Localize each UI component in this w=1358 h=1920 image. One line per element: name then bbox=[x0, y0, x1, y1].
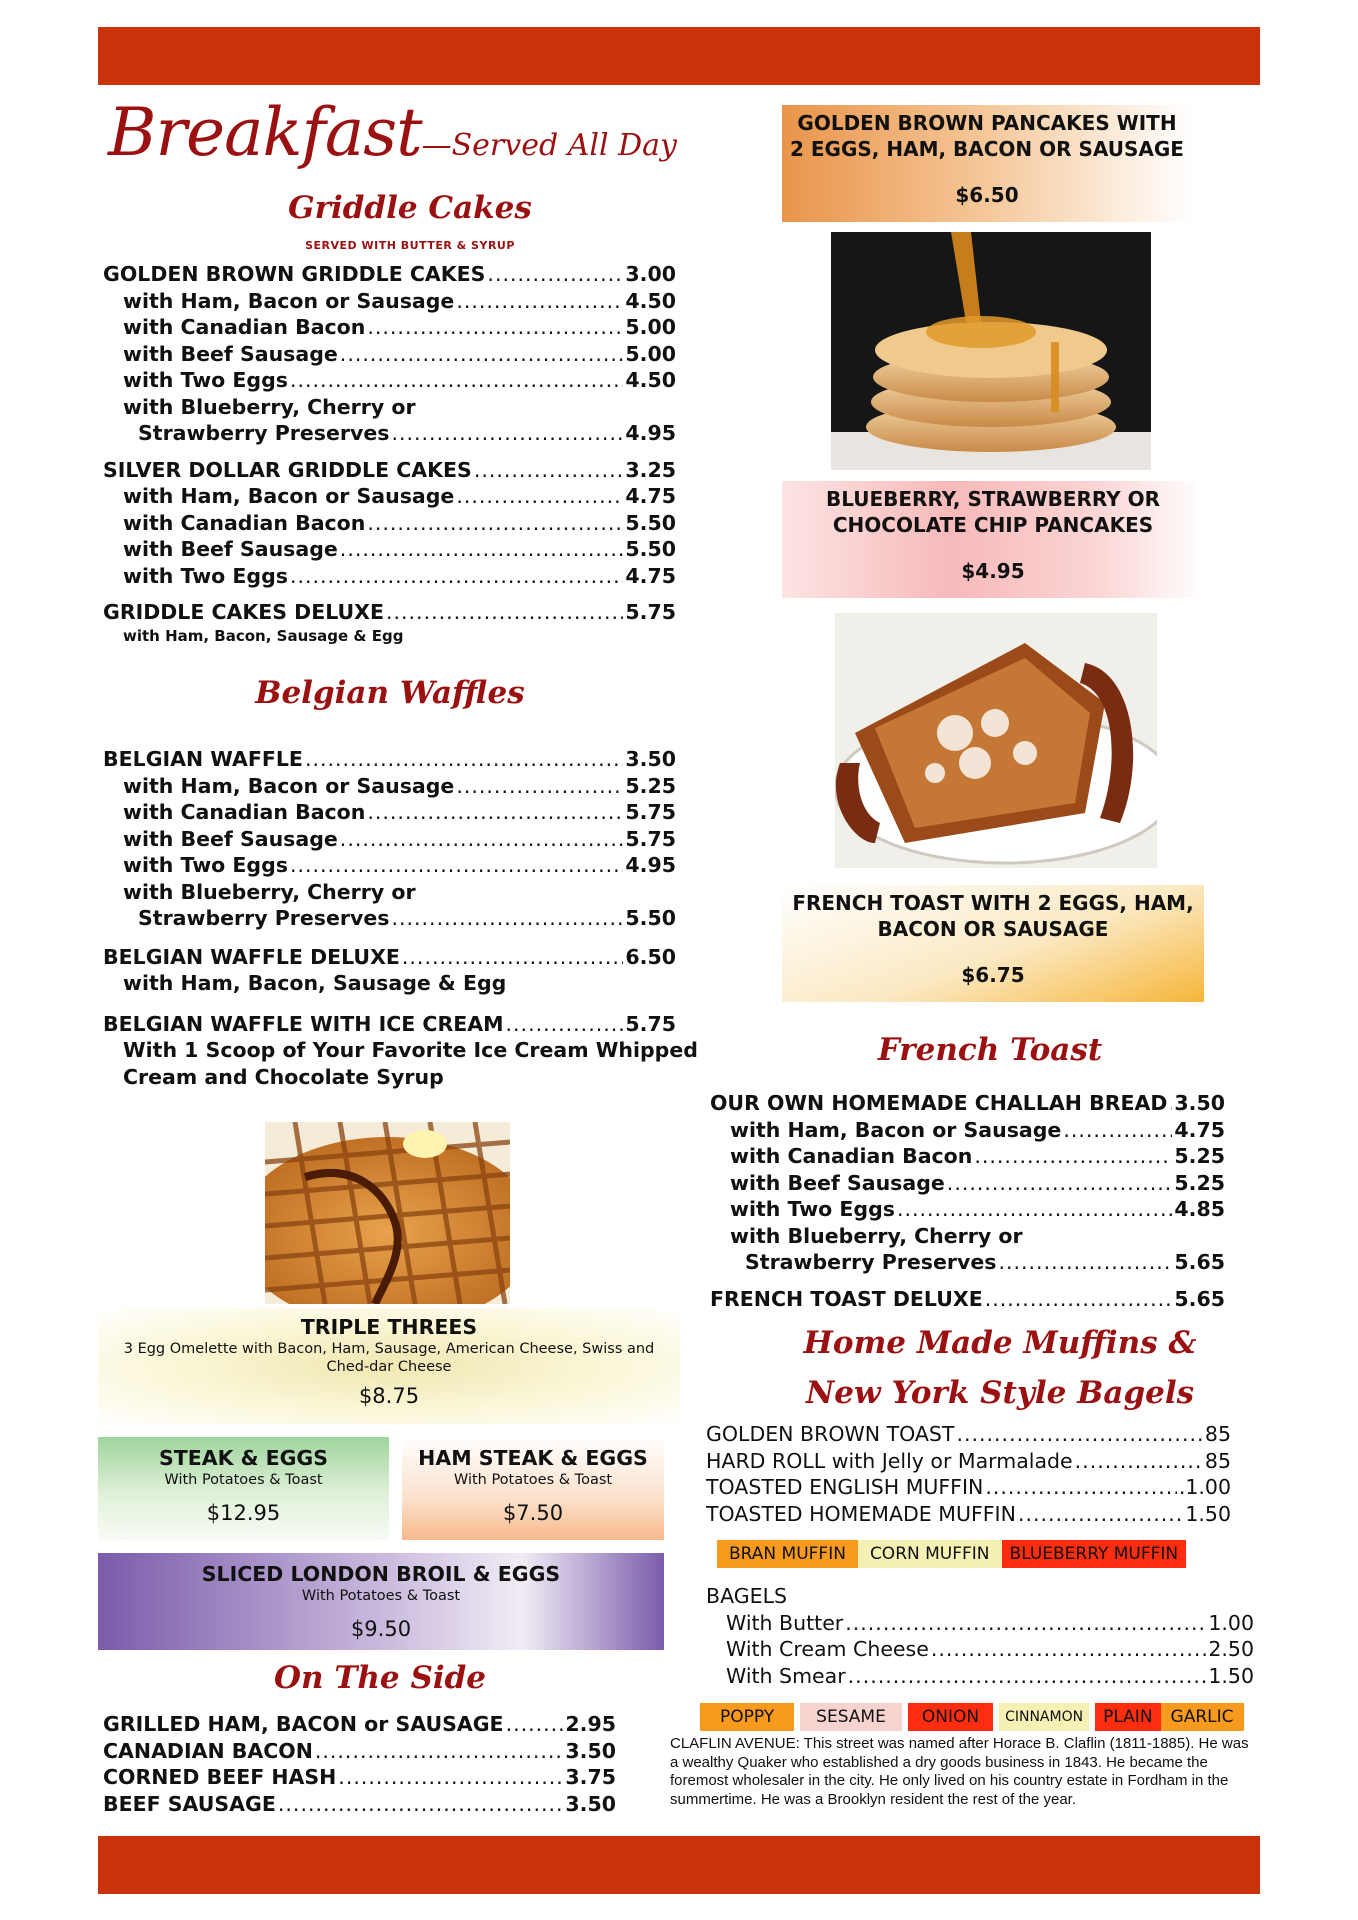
menu-item: With 1 Scoop of Your Favorite Ice Cream Whipped bbox=[123, 1038, 698, 1062]
tag-poppy: POPPY bbox=[700, 1703, 794, 1731]
menu-item: with Beef Sausage ..... 5.25 bbox=[710, 1170, 1225, 1197]
menu-item: with Beef Sausage ..... 5.75 bbox=[103, 826, 676, 853]
menu-item: BELGIAN WAFFLE WITH ICE CREAM ..... 5.75 bbox=[103, 1011, 676, 1038]
menu-item: With Cream Cheese ..... 2.50 bbox=[706, 1636, 1254, 1663]
menu-item: With Butter ..... 1.00 bbox=[706, 1610, 1254, 1637]
menu-item: Strawberry Preserves ..... 4.95 bbox=[103, 420, 676, 447]
menu-item: CORNED BEEF HASH ..... 3.75 bbox=[103, 1764, 616, 1791]
menu-item: TOASTED ENGLISH MUFFIN ..... .1.00 bbox=[706, 1474, 1231, 1501]
menu-item: with Ham, Bacon or Sausage ..... 5.25 bbox=[103, 773, 676, 800]
menu-item: HARD ROLL with Jelly or Marmalade ..... 85 bbox=[706, 1448, 1231, 1475]
menu-item: with Ham, Bacon or Sausage ..... 4.75 bbox=[710, 1117, 1225, 1144]
menu-item: with Two Eggs ..... 4.50 bbox=[103, 367, 676, 394]
french-toast-photo bbox=[835, 613, 1157, 868]
tag-bran-muffin: BRAN MUFFIN bbox=[717, 1540, 858, 1568]
menu-item: OUR OWN HOMEMADE CHALLAH BREAD ..... 3.50 bbox=[710, 1090, 1225, 1117]
tag-sesame: SESAME bbox=[800, 1703, 902, 1731]
menu-item: Strawberry Preserves ..... 5.65 bbox=[710, 1249, 1225, 1276]
page-title bbox=[108, 94, 677, 171]
french-toast-promo-price: $6.75 bbox=[961, 963, 1025, 987]
muffins-list bbox=[706, 1421, 1231, 1527]
pancakes-promo-box bbox=[782, 105, 1192, 222]
title-subtitle: —Served All Day bbox=[421, 128, 677, 163]
ham-steak-eggs-box bbox=[402, 1437, 664, 1540]
london-broil-price: $9.50 bbox=[350, 1617, 412, 1641]
menu-item: BELGIAN WAFFLE ..... 3.50 bbox=[103, 746, 676, 773]
on-the-side-heading: On The Side bbox=[273, 1660, 487, 1696]
menu-item: FRENCH TOAST DELUXE ..... 5.65 bbox=[710, 1286, 1225, 1313]
berry-promo-line2: CHOCOLATE CHIP PANCAKES bbox=[832, 513, 1154, 537]
french-toast-promo-line2: BACON OR SAUSAGE bbox=[877, 917, 1109, 941]
griddle-cakes-note: SERVED WITH BUTTER & SYRUP bbox=[305, 239, 515, 252]
menu-item: with Canadian Bacon ..... 5.75 bbox=[103, 799, 676, 826]
menu-item: CANADIAN BACON ..... 3.50 bbox=[103, 1738, 616, 1765]
pancakes-promo-line2: 2 EGGS, HAM, BACON OR SAUSAGE bbox=[790, 137, 1184, 161]
french-toast-heading: French Toast bbox=[877, 1032, 1103, 1068]
griddle-cakes-list bbox=[103, 261, 676, 646]
menu-item: with Ham, Bacon, Sausage & Egg bbox=[123, 971, 507, 995]
menu-item: GRILLED HAM, BACON or SAUSAGE ..... 2.95 bbox=[103, 1711, 616, 1738]
steak-eggs-price: $12.95 bbox=[206, 1501, 281, 1525]
menu-item: TOASTED HOMEMADE MUFFIN ..... 1.50 bbox=[706, 1501, 1231, 1528]
berry-promo-line1: BLUEBERRY, STRAWBERRY OR bbox=[825, 487, 1161, 511]
steak-eggs-desc: With Potatoes & Toast bbox=[164, 1472, 323, 1488]
menu-item: BELGIAN WAFFLE DELUXE ..... 6.50 bbox=[103, 944, 676, 971]
menu-item: GOLDEN BROWN TOAST ..... 85 bbox=[706, 1421, 1231, 1448]
muffins-heading-line1: Home Made Muffins & bbox=[803, 1325, 1197, 1361]
on-the-side-list bbox=[103, 1711, 616, 1817]
berry-pancakes-promo-box bbox=[782, 481, 1204, 598]
menu-item: Strawberry Preserves ..... 5.50 bbox=[103, 905, 676, 932]
bagels-list bbox=[706, 1583, 1254, 1689]
menu-item: with Ham, Bacon or Sausage ..... 4.75 bbox=[103, 483, 676, 510]
pancakes-promo-price: $6.50 bbox=[955, 183, 1019, 207]
menu-item: with Two Eggs ..... 4.85 bbox=[710, 1196, 1225, 1223]
menu-item: with Blueberry, Cherry or bbox=[123, 394, 416, 419]
french-toast-promo-box bbox=[782, 885, 1204, 1002]
pancakes-photo bbox=[831, 232, 1151, 470]
steak-eggs-box bbox=[98, 1437, 389, 1540]
bagels-title: BAGELS bbox=[706, 1584, 787, 1608]
ham-steak-eggs-desc: With Potatoes & Toast bbox=[453, 1472, 613, 1488]
french-toast-promo-line1: FRENCH TOAST WITH 2 EGGS, HAM, bbox=[792, 891, 1194, 915]
tag-cinnamon: CINNAMON bbox=[999, 1703, 1089, 1731]
triple-threes-desc: 3 Egg Omelette with Bacon, Ham, Sausage, American Cheese, Swiss and Ched-dar Cheese bbox=[123, 1341, 655, 1375]
tag-garlic: GARLIC bbox=[1161, 1703, 1244, 1731]
menu-item: with Canadian Bacon ..... 5.25 bbox=[710, 1143, 1225, 1170]
menu-item: with Blueberry, Cherry or bbox=[123, 879, 416, 904]
waffle-photo bbox=[265, 1122, 510, 1304]
menu-item: with Blueberry, Cherry or bbox=[730, 1223, 1023, 1248]
ham-steak-eggs-title: HAM STEAK & EGGS bbox=[418, 1446, 648, 1470]
menu-item: with Beef Sausage ..... 5.50 bbox=[103, 536, 676, 563]
griddle-cakes-heading: Griddle Cakes bbox=[288, 190, 532, 226]
menu-item: with Beef Sausage ..... 5.00 bbox=[103, 341, 676, 368]
menu-item: Cream and Chocolate Syrup bbox=[123, 1064, 444, 1089]
menu-item-note: with Ham, Bacon, Sausage & Egg bbox=[123, 626, 404, 645]
tag-plain: PLAIN bbox=[1095, 1703, 1160, 1731]
menu-item: with Ham, Bacon or Sausage ..... 4.50 bbox=[103, 288, 676, 315]
tag-onion: ONION bbox=[908, 1703, 993, 1731]
menu-item: GRIDDLE CAKES DELUXE ..... 5.75 bbox=[103, 599, 676, 626]
menu-item: with Two Eggs ..... 4.95 bbox=[103, 852, 676, 879]
menu-item: SILVER DOLLAR GRIDDLE CAKES ..... 3.25 bbox=[103, 457, 676, 484]
belgian-waffles-list bbox=[103, 746, 698, 1090]
london-broil-desc: With Potatoes & Toast bbox=[301, 1588, 461, 1604]
menu-item: with Two Eggs ..... 4.75 bbox=[103, 563, 676, 590]
menu-item: BEEF SAUSAGE ..... 3.50 bbox=[103, 1791, 616, 1818]
london-broil-title: SLICED LONDON BROIL & EGGS bbox=[201, 1562, 561, 1586]
belgian-waffles-heading: Belgian Waffles bbox=[255, 675, 525, 711]
steak-eggs-title: STEAK & EGGS bbox=[158, 1446, 329, 1470]
menu-item: GOLDEN BROWN GRIDDLE CAKES ..... 3.00 bbox=[103, 261, 676, 288]
muffin-tags bbox=[717, 1540, 1186, 1568]
ham-steak-eggs-price: $7.50 bbox=[502, 1501, 564, 1525]
title-breakfast: Breakfast bbox=[108, 94, 422, 171]
menu-item: with Canadian Bacon ..... 5.00 bbox=[103, 314, 676, 341]
london-broil-box bbox=[98, 1553, 664, 1650]
french-toast-list bbox=[710, 1090, 1225, 1312]
triple-threes-price: $8.75 bbox=[358, 1384, 420, 1408]
bagel-tags bbox=[700, 1703, 1244, 1731]
top-banner-bar bbox=[98, 27, 1260, 85]
claflin-avenue-story: CLAFLIN AVENUE: This street was named after Horace B. Claflin (1811-1885). He was a wealthy Quaker who established a dry goods business in 1843. He became the foremost wholesaler in the city. He only lived on his country estate in Fordham in the summertime. He was a Brooklyn resident the rest of the year. bbox=[670, 1735, 1249, 1808]
muffins-heading-line2: New York Style Bagels bbox=[805, 1375, 1195, 1411]
berry-promo-price: $4.95 bbox=[961, 559, 1025, 583]
menu-item: with Canadian Bacon ..... 5.50 bbox=[103, 510, 676, 537]
menu-item: With Smear ..... 1.50 bbox=[706, 1663, 1254, 1690]
bottom-banner-bar bbox=[98, 1836, 1260, 1894]
triple-threes-box bbox=[98, 1308, 680, 1424]
muffins-heading bbox=[780, 1318, 1220, 1418]
pancakes-promo-line1: GOLDEN BROWN PANCAKES WITH bbox=[797, 111, 1177, 135]
tag-corn-muffin: CORN MUFFIN bbox=[858, 1540, 1002, 1568]
tag-blueberry-muffin: BLUEBERRY MUFFIN bbox=[1002, 1540, 1187, 1568]
triple-threes-title: TRIPLE THREES bbox=[300, 1315, 478, 1339]
